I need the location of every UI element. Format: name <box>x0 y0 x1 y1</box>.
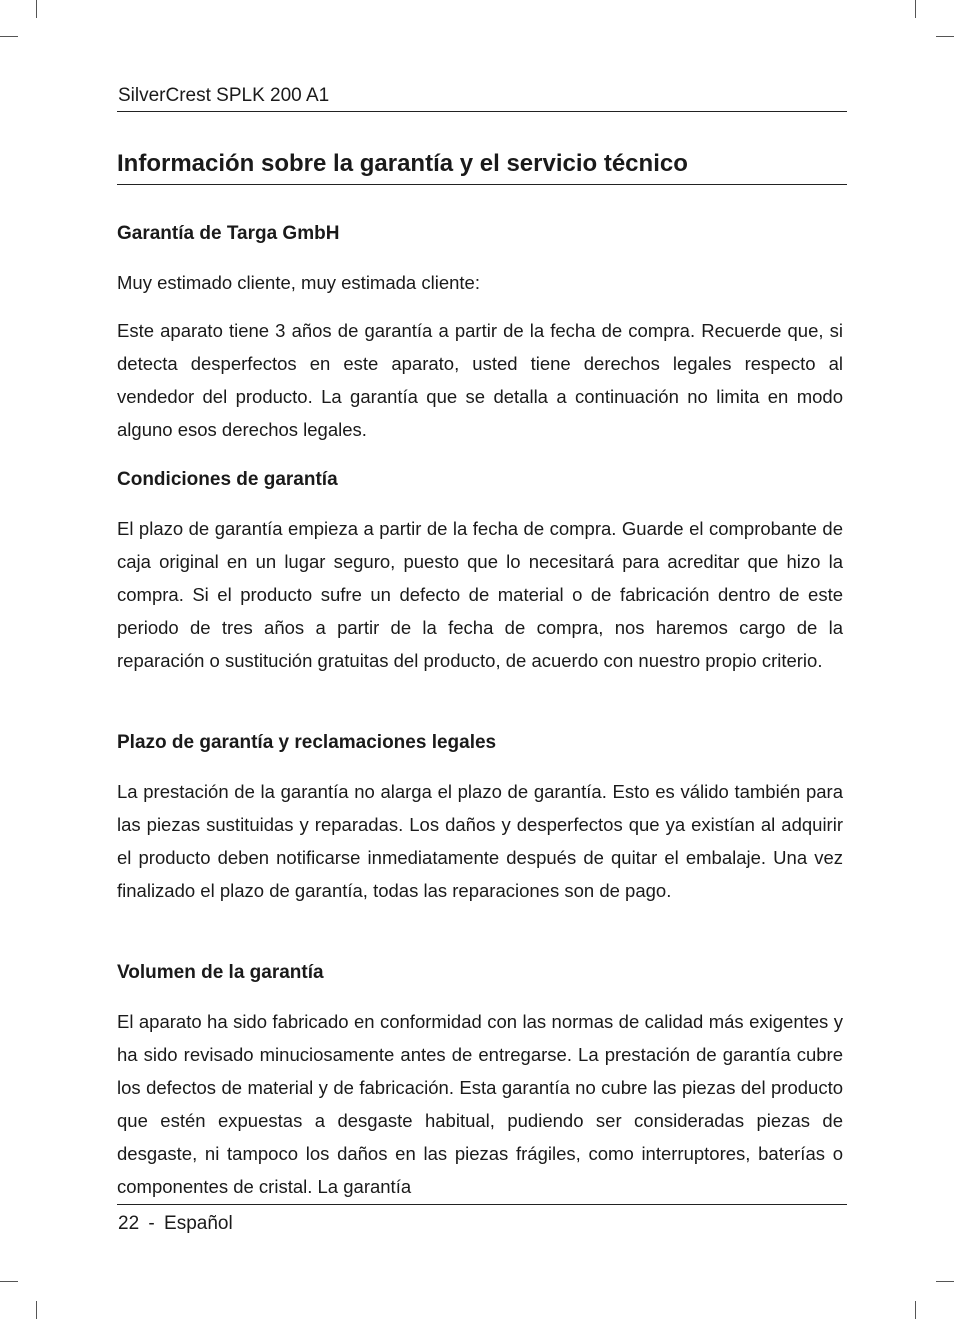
page-number: 22 <box>118 1213 140 1234</box>
page-title: Información sobre la garantía y el servicio técnico <box>117 150 688 177</box>
page-footer <box>118 1212 233 1236</box>
section-heading: Plazo de garantía y reclamaciones legales <box>117 732 497 753</box>
crop-mark <box>936 1281 954 1282</box>
paragraph: Este aparato tiene 3 años de garantía a partir de la fecha de compra. Recuerde que, si detecta desperfectos en este aparato, usted tiene derechos legales respecto al vendedor del producto. La garantía que se detalla a continuación no limita en modo alguno esos derechos legales. <box>117 320 843 440</box>
paragraph: La prestación de la garantía no alarga el plazo de garantía. Esto es válido también para las piezas sustituidas y reparadas. Los daños y desperfectos que ya existían al adquirir el producto deben notificarse inmediatamente después de quitar el embalaje. Una vez finalizado el plazo de garantía, todas las reparaciones son de pago. <box>117 781 843 901</box>
crop-mark <box>0 36 18 37</box>
paragraph: Muy estimado cliente, muy estimada cliente: <box>117 272 480 293</box>
section-heading: Condiciones de garantía <box>117 469 338 490</box>
crop-mark <box>36 0 37 18</box>
footer-rule <box>117 1204 847 1205</box>
section-heading: Volumen de la garantía <box>117 962 324 983</box>
paragraph: El aparato ha sido fabricado en conformidad con las normas de calidad más exigentes y ha sido revisado minuciosamente antes de entregarse. La prestación de garantía cubre los defectos de material y de fabricación. Esta garantía no cubre las piezas del producto que estén expuestas a desgaste habitual, pudiendo ser consideradas piezas de desgaste, ni tampoco los daños en las piezas frágiles, como interruptores, baterías o componentes de cristal. La garantía <box>117 1011 843 1197</box>
header-rule <box>117 111 847 112</box>
paragraph: El plazo de garantía empieza a partir de la fecha de compra. Guarde el comprobante de caja original en un lugar seguro, puesto que lo necesitará para acreditar que hizo la compra. Si el producto sufre un defecto de material o de fabricación dentro de este periodo de tres años a partir de la fecha de compra, nos haremos cargo de la reparación o sustitución gratuitas del producto, de acuerdo con nuestro propio criterio. <box>117 518 843 671</box>
crop-mark <box>915 0 916 18</box>
crop-mark <box>915 1301 916 1319</box>
footer-language: Español <box>164 1213 233 1234</box>
title-rule <box>117 184 847 185</box>
crop-mark <box>36 1301 37 1319</box>
crop-mark <box>936 36 954 37</box>
running-header: SilverCrest SPLK 200 A1 <box>118 85 330 106</box>
crop-mark <box>0 1281 18 1282</box>
footer-separator: - <box>148 1213 155 1234</box>
section-heading: Garantía de Targa GmbH <box>117 223 340 244</box>
